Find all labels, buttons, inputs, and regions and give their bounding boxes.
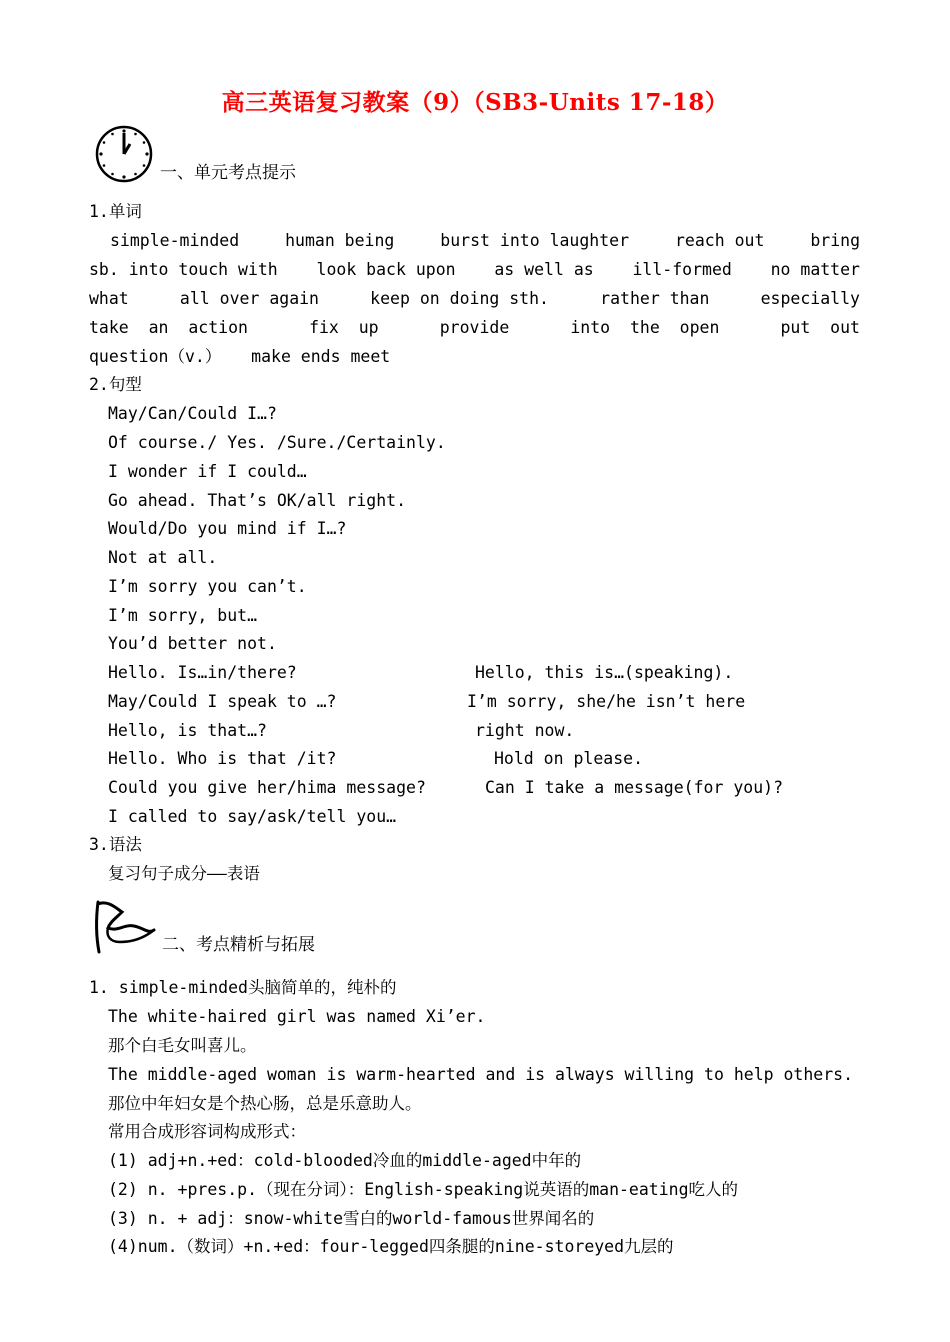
vocab-item: what <box>89 289 129 308</box>
item1-title: 1. simple-minded头脑简单的，纯朴的 <box>89 978 397 997</box>
vocab-item: human being <box>285 231 395 250</box>
example-line: (4)num.（数词）+n.+ed：four-legged四条腿的nine-storeyed九层的 <box>108 1237 674 1256</box>
example-line: (2) n. +pres.p.（现在分词）：English-speaking说英语的man-eating吃人的 <box>108 1180 739 1199</box>
vocab-item: reach out <box>674 231 765 250</box>
vocab-row-1 <box>89 230 860 252</box>
vocab-item: all over again <box>179 289 319 308</box>
pattern-right: I’m sorry, she/he isn’t here <box>467 692 746 711</box>
vocab-item: into the open <box>570 318 720 337</box>
vocab-row-3 <box>89 288 860 310</box>
example-line: 那位中年妇女是个热心肠，总是乐意助人。 <box>108 1094 422 1113</box>
section1-heading: 一、单元考点提示 <box>160 163 296 183</box>
pattern-left: May/Can/Could I…? <box>108 404 277 423</box>
pattern-right: Hello, this is…(speaking). <box>475 663 734 682</box>
vocab-item: sb. into touch with <box>89 260 278 279</box>
pattern-left: I’m sorry you can’t. <box>108 577 307 596</box>
example-line: (1) adj+n.+ed：cold-blooded冷血的middle-aged中年的 <box>108 1151 582 1170</box>
vocab-item: bring <box>810 231 860 250</box>
vocab-item: no matter <box>770 260 860 279</box>
pattern-left: Go ahead. That’s OK/all right. <box>108 491 407 510</box>
example-line: The middle-aged woman is warm-hearted and is always willing to help others. <box>108 1065 854 1084</box>
vocab-row-2 <box>89 259 860 281</box>
vocab-item: put out <box>780 318 860 337</box>
pattern-right: right now. <box>475 721 575 740</box>
pattern-left: Would/Do you mind if I…? <box>108 519 347 538</box>
vocab-item: fix up <box>309 318 379 337</box>
example-line: 那个白毛女叫喜儿。 <box>108 1036 257 1055</box>
pattern-left: Hello, is that…? <box>108 721 267 740</box>
example-line: 常用合成形容词构成形式： <box>108 1122 306 1141</box>
vocab-row-5: question（v.） make ends meet <box>89 347 391 366</box>
pattern-left: May/Could I speak to …? <box>108 692 337 711</box>
vocab-item: rather than <box>600 289 710 308</box>
flag-icon <box>90 898 160 956</box>
pattern-right: Hold on please. <box>494 749 644 768</box>
grammar-label: 3.语法 <box>89 835 142 854</box>
pattern-left: Could you give her/hima message? <box>108 778 426 797</box>
pattern-left: I called to say/ask/tell you… <box>108 807 397 826</box>
pattern-left: Hello. Who is that /it? <box>108 749 337 768</box>
vocab-item: ill-formed <box>632 260 732 279</box>
pattern-left: Of course./ Yes. /Sure./Certainly. <box>108 433 446 452</box>
document-title: 高三英语复习教案（9）（SB3-Units 17-18） <box>221 89 729 116</box>
pattern-right: Can I take a message(for you)? <box>485 778 784 797</box>
pattern-left: Not at all. <box>108 548 218 567</box>
vocab-item: burst into laughter <box>440 231 630 250</box>
vocab-item: take an action <box>89 318 248 337</box>
vocab-item: especially <box>760 289 860 308</box>
pattern-left: Hello. Is…in/there? <box>108 663 297 682</box>
pattern-label: 2.句型 <box>89 375 142 394</box>
vocab-item: provide <box>439 318 510 337</box>
example-line: The white-haired girl was named Xi’er. <box>108 1007 486 1026</box>
vocab-item: simple-minded <box>110 231 240 250</box>
vocab-item: as well as <box>494 260 594 279</box>
example-line: (3) n. + adj：snow-white雪白的world-famous世界闻名的 <box>108 1209 595 1228</box>
vocab-row-4 <box>89 317 860 339</box>
section2-heading: 二、考点精析与拓展 <box>162 935 315 955</box>
vocab-item: look back upon <box>316 260 456 279</box>
pattern-left: I’m sorry, but… <box>108 606 258 625</box>
pattern-left: You’d better not. <box>108 634 277 653</box>
grammar-text: 复习句子成分——表语 <box>108 864 260 883</box>
vocab-item: keep on doing sth. <box>370 289 549 308</box>
clock-icon <box>94 124 154 184</box>
pattern-left: I wonder if I could… <box>108 462 307 481</box>
vocab-label: 1.单词 <box>89 202 142 221</box>
